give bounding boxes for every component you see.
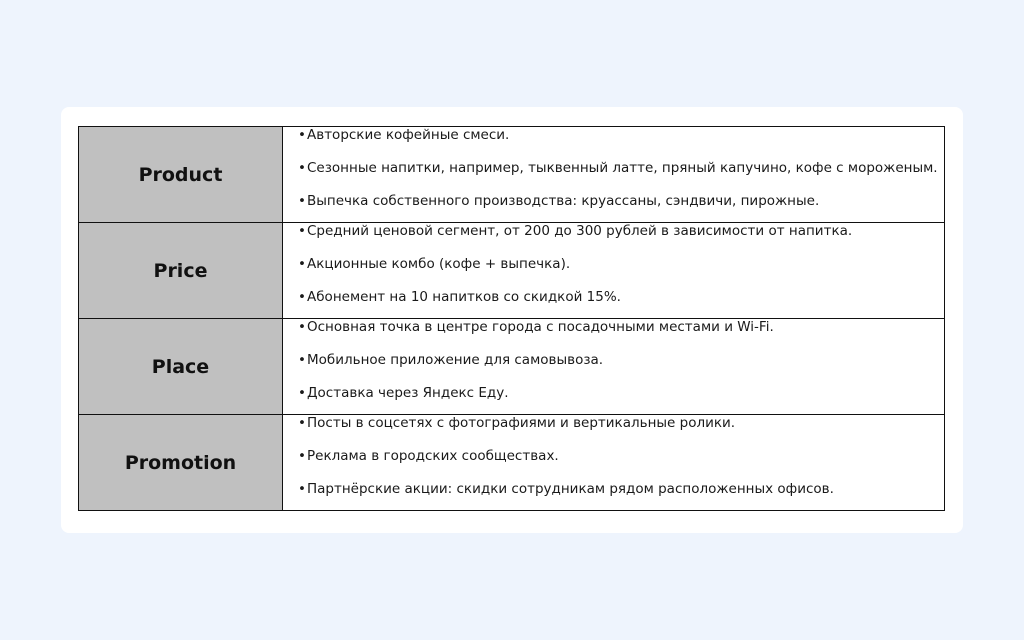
table-row: [79, 319, 945, 415]
list-item: [298, 448, 944, 464]
row-header-cell: [79, 223, 283, 319]
row-header-cell: [79, 415, 283, 511]
list-item: [298, 256, 944, 272]
list-item: [298, 385, 944, 401]
bullet-icon: •: [298, 289, 306, 305]
table-row: [79, 223, 945, 319]
row-header-label: Product: [138, 163, 223, 186]
list-item-text: Мобильное приложение для самовывоза.: [307, 352, 604, 368]
list-item: [298, 223, 944, 239]
table-row: [79, 415, 945, 511]
list-item: [298, 415, 944, 431]
list-item: [298, 319, 944, 335]
bullet-list: [283, 127, 944, 209]
list-item: [298, 289, 944, 305]
bullet-icon: •: [298, 415, 306, 431]
row-header-label: Place: [151, 355, 210, 378]
bullet-icon: •: [298, 223, 306, 239]
list-item-text: Реклама в городских сообществах.: [307, 448, 559, 464]
list-item-text: Доставка через Яндекс Еду.: [307, 385, 509, 401]
bullet-icon: •: [298, 127, 306, 143]
bullet-list: [283, 319, 944, 401]
list-item-text: Партнёрские акции: скидки сотрудникам рядом расположенных офисов.: [307, 481, 834, 497]
list-item-text: Основная точка в центре города с посадочными местами и Wi-Fi.: [307, 319, 774, 335]
list-item-text: Авторские кофейные смеси.: [307, 127, 510, 143]
row-header-label: Price: [153, 259, 208, 282]
row-content-cell: [283, 127, 945, 223]
list-item-text: Сезонные напитки, например, тыквенный латте, пряный капучино, кофе с мороженым.: [307, 160, 938, 176]
row-content-cell: [283, 415, 945, 511]
bullet-icon: •: [298, 385, 306, 401]
list-item: [298, 193, 944, 209]
bullet-list: [283, 415, 944, 497]
bullet-icon: •: [298, 160, 306, 176]
bullet-icon: •: [298, 319, 306, 335]
list-item-text: Выпечка собственного производства: круассаны, сэндвичи, пирожные.: [307, 193, 820, 209]
bullet-icon: •: [298, 481, 306, 497]
row-content-cell: [283, 319, 945, 415]
bullet-icon: •: [298, 193, 306, 209]
row-header-label: Promotion: [124, 451, 237, 474]
list-item: [298, 127, 944, 143]
list-item-text: Посты в соцсетях с фотографиями и вертикальные ролики.: [307, 415, 736, 431]
table-row: [79, 127, 945, 223]
list-item: [298, 352, 944, 368]
bullet-icon: •: [298, 448, 306, 464]
list-item-text: Акционные комбо (кофе + выпечка).: [307, 256, 571, 272]
row-header-cell: [79, 319, 283, 415]
row-header-cell: [79, 127, 283, 223]
list-item-text: Абонемент на 10 напитков со скидкой 15%.: [307, 289, 621, 305]
list-item: [298, 160, 944, 176]
bullet-list: [283, 223, 944, 305]
list-item-text: Средний ценовой сегмент, от 200 до 300 рублей в зависимости от напитка.: [307, 223, 853, 239]
marketing-mix-table: [78, 126, 945, 511]
bullet-icon: •: [298, 256, 306, 272]
row-content-cell: [283, 223, 945, 319]
list-item: [298, 481, 944, 497]
bullet-icon: •: [298, 352, 306, 368]
